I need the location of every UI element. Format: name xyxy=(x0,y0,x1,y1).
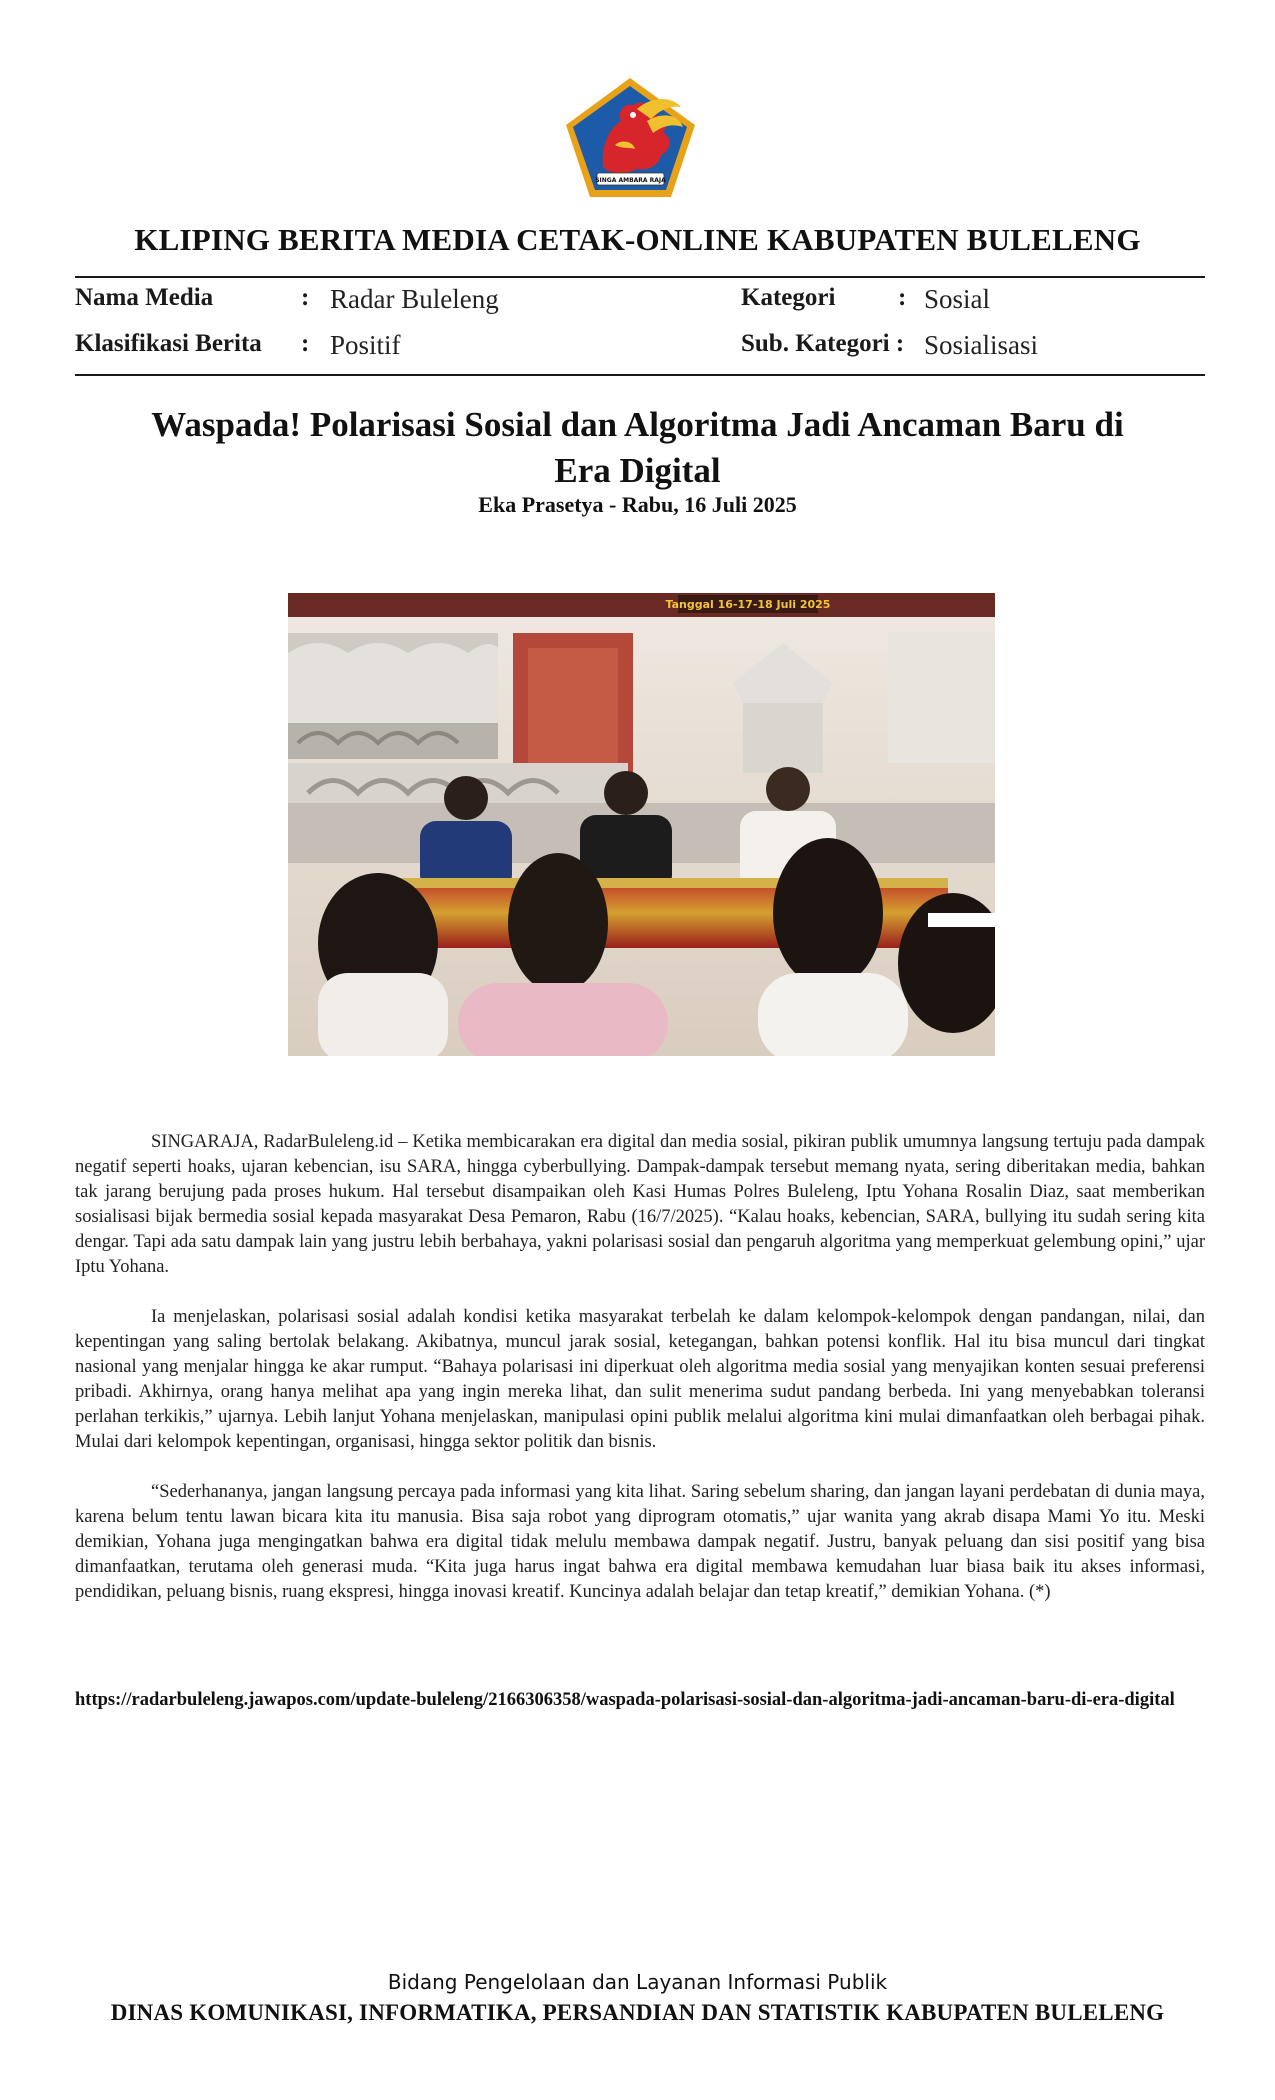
nama-media-separator: : xyxy=(301,284,310,311)
kategori-label: Kategori xyxy=(741,284,836,311)
klasifikasi-label: Klasifikasi Berita xyxy=(75,330,262,357)
sub-kategori-value: Sosialisasi xyxy=(924,330,1039,360)
logo-motto: SINGA AMBARA RAJA xyxy=(595,177,666,184)
sub-kategori-label: Sub. Kategori : xyxy=(741,330,905,357)
nama-media-label: Nama Media xyxy=(75,284,214,311)
article-paragraph: Ia menjelaskan, polarisasi sosial adalah kondisi ketika masyarakat terbelah ke dalam kelompok-kelompok dengan pandangan, nilai, dan kepentingan yang saling bertolak belakang. Akibatnya, muncul jarak sosial, ketegangan, bahkan potensi konflik. Hal itu bisa muncul dari tingkat nasional yang menjalar hingga ke akar rumput. “Bahaya polarisasi ini diperkuat oleh algoritma media sosial yang menyajikan konten sesuai preferensi pribadi. Akhirnya, orang hanya melihat apa yang ingin mereka lihat, dan sulit menerima sudut pandang berbeda. Ini yang menyebabkan toleransi perlahan terkikis,” ujarnya. Lebih lanjut Yohana menjelaskan, manipulasi opini publik melalui algoritma kini mulai dimanfaatkan oleh berbagai pihak. Mulai dari kelompok kepentingan, organisasi, hingga sektor politik dan bisnis. xyxy=(75,1307,1205,1452)
kliping-title: KLIPING BERITA MEDIA CETAK-ONLINE KABUPATEN BULELENG xyxy=(134,222,1141,257)
footer-agency: DINAS KOMUNIKASI, INFORMATIKA, PERSANDIAN DAN STATISTIK KABUPATEN BULELENG xyxy=(110,2000,1165,2025)
article-headline: Waspada! Polarisasi Sosial dan Algoritma Jadi Ancaman Baru di Era Digital xyxy=(151,405,1124,490)
article-paragraph: “Sederhananya, jangan langsung percaya pada informasi yang kita lihat. Saring sebelum sharing, dan jangan layani perdebatan di dunia maya, karena belum tentu lawan bicara kita itu manusia. Bisa saja robot yang diprogram otomatis,” ujar wanita yang akrab disapa Mami Yo itu. Meski demikian, Yohana juga mengingatkan bahwa era digital tidak melulu membawa dampak negatif. Justru, banyak peluang dan sisi positif yang bisa dimanfaatkan, terutama oleh generasi muda. “Kita juga harus ingat bahwa era digital membawa kemudahan luar biasa baik itu akses informasi, pendidikan, peluang bisnis, ruang ekspresi, hingga inovasi kreatif. Kuncinya adalah belajar dan tetap kreatif,” demikian Yohana. (*) xyxy=(75,1482,1205,1602)
klasifikasi-value: Positif xyxy=(330,330,401,360)
meta-row-1 xyxy=(75,284,1205,324)
source-url-link[interactable]: https://radarbuleleng.jawapos.com/update-buleleng/2166306358/waspada-polarisasi-sosial-dan-algoritma-jadi-ancaman-baru-di-era-digital xyxy=(75,1690,1175,1710)
header-bottom-rule xyxy=(75,374,1205,376)
article-byline: Eka Prasetya - Rabu, 16 Juli 2025 xyxy=(478,492,797,517)
kategori-value: Sosial xyxy=(924,284,991,314)
footer-department: Bidang Pengelolaan dan Layanan Informasi Publik xyxy=(387,1970,888,1994)
nama-media-value: Radar Buleleng xyxy=(330,284,499,314)
buleleng-logo xyxy=(563,75,698,200)
meta-row-2 xyxy=(75,330,1205,370)
kategori-separator: : xyxy=(898,284,907,311)
klasifikasi-separator: : xyxy=(301,330,310,357)
photo-banner: Tanggal 16-17-18 Juli 2025 xyxy=(665,598,831,611)
article-body xyxy=(75,1130,1205,1630)
header-top-rule xyxy=(75,276,1205,278)
article-paragraph: SINGARAJA, RadarBuleleng.id – Ketika membicarakan era digital dan media sosial, pikiran publik umumnya langsung tertuju pada dampak negatif seperti hoaks, ujaran kebencian, isu SARA, hingga cyberbullying. Dampak-dampak tersebut memang nyata, sering diberitakan media, bahkan tak jarang berujung pada proses hukum. Hal tersebut disampaikan oleh Kasi Humas Polres Buleleng, Iptu Yohana Rosalin Diaz, saat memberikan sosialisasi bijak bermedia sosial kepada masyarakat Desa Pemaron, Rabu (16/7/2025). “Kalau hoaks, kebencian, SARA, bullying itu sudah sering kita dengar. Tapi ada satu dampak lain yang justru lebih berbahaya, yakni polarisasi sosial dan pengaruh algoritma yang memperkuat gelembung opini,” ujar Iptu Yohana. xyxy=(75,1132,1205,1277)
article-photo xyxy=(288,593,995,1056)
